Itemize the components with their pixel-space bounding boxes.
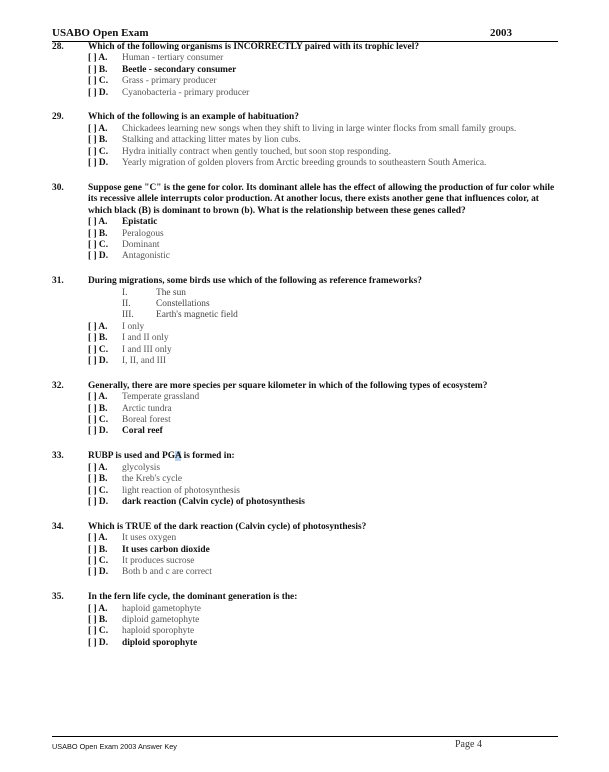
text-selection-highlight[interactable]: A — [175, 451, 182, 462]
option-a[interactable] — [52, 463, 558, 474]
question-number: 33. — [52, 451, 64, 462]
question-28 — [52, 42, 558, 99]
option-text: the Kreb's cycle — [122, 474, 182, 485]
roman-numeral: II. — [122, 299, 131, 310]
roman-text: The sun — [156, 287, 186, 298]
option-text: Stalking and attacking litter mates by lion cubs. — [122, 135, 301, 146]
roman-item — [52, 299, 558, 310]
exam-title: USABO Open Exam — [52, 27, 149, 39]
option-text: Boreal forest — [122, 415, 171, 426]
option-text: I, II, and III — [122, 355, 166, 366]
option-b-correct[interactable] — [52, 545, 558, 556]
option-text: I only — [122, 321, 145, 332]
question-text-part: is formed in: — [181, 451, 235, 462]
option-text: Both b and c are correct — [122, 567, 212, 578]
option-checkbox[interactable]: [ ] D. — [88, 637, 109, 648]
option-b[interactable] — [52, 333, 558, 344]
question-text: During migrations, some birds use which of the following as reference frameworks? — [88, 276, 422, 287]
option-c[interactable] — [52, 486, 558, 497]
option-text: Hydra initially contract when gently touched, but soon stop responding. — [122, 146, 391, 157]
option-text: It uses carbon dioxide — [122, 544, 210, 555]
question-text[interactable] — [88, 451, 558, 462]
option-a-correct[interactable] — [52, 217, 558, 228]
question-number: 30. — [52, 182, 64, 193]
footer-title: USABO Open Exam 2003 Answer Key — [52, 742, 177, 751]
option-checkbox[interactable]: [ ] C. — [88, 239, 109, 250]
option-text: haploid gametophyte — [122, 603, 201, 614]
option-d[interactable] — [52, 567, 558, 578]
question-text: Which of the following organisms is INCORRECTLY paired with its trophic level? — [88, 42, 420, 52]
option-a[interactable] — [52, 53, 558, 64]
option-c[interactable] — [52, 415, 558, 426]
option-checkbox[interactable]: [ ] A. — [88, 321, 108, 332]
question-35 — [52, 592, 558, 649]
question-number: 28. — [52, 42, 64, 52]
option-checkbox[interactable]: [ ] C. — [88, 415, 109, 426]
option-c[interactable] — [52, 556, 558, 567]
question-30 — [52, 183, 558, 263]
question-text: Which of the following is an example of habituation? — [88, 112, 299, 123]
option-text: Beetle - secondary consumer — [122, 64, 237, 75]
option-checkbox[interactable]: [ ] B. — [88, 474, 108, 485]
option-text: Epistatic — [122, 217, 158, 228]
option-b[interactable] — [52, 474, 558, 485]
option-checkbox[interactable]: [ ] C. — [88, 76, 109, 87]
option-text: dark reaction (Calvin cycle) of photosynthesis — [122, 496, 305, 507]
option-checkbox[interactable]: [ ] B. — [88, 544, 108, 555]
option-checkbox[interactable]: [ ] D. — [88, 567, 109, 578]
option-checkbox[interactable]: [ ] A. — [88, 533, 108, 544]
page-footer — [52, 736, 558, 751]
option-text: I and II only — [122, 333, 169, 344]
question-31 — [52, 276, 558, 367]
option-text: Human - tertiary consumer — [122, 53, 224, 64]
option-b[interactable] — [52, 135, 558, 146]
option-c[interactable] — [52, 76, 558, 87]
exam-year: 2003 — [490, 27, 512, 39]
roman-item — [52, 288, 558, 299]
option-text: diploid gametophyte — [122, 615, 200, 626]
question-text: Which is TRUE of the dark reaction (Calvin cycle) of photosynthesis? — [88, 521, 367, 532]
page-header — [52, 27, 558, 42]
option-text: Arctic tundra — [122, 403, 172, 414]
option-checkbox[interactable]: [ ] D. — [88, 251, 109, 262]
option-checkbox[interactable]: [ ] A. — [88, 392, 108, 403]
roman-numeral: I. — [122, 287, 128, 298]
option-text: Dominant — [122, 239, 160, 250]
option-checkbox[interactable]: [ ] D. — [88, 158, 109, 169]
roman-text: Constellations — [156, 299, 210, 310]
option-checkbox[interactable]: [ ] A. — [88, 123, 108, 134]
option-text: Yearly migration of golden plovers from Arctic breeding grounds to southeastern South America. — [122, 158, 487, 169]
roman-text: Earth's magnetic field — [156, 310, 238, 321]
option-checkbox[interactable]: [ ] C. — [88, 485, 109, 496]
option-d[interactable] — [52, 158, 558, 169]
option-text: haploid sporophyte — [122, 626, 195, 637]
option-a[interactable] — [52, 533, 558, 544]
questions-list — [52, 42, 558, 663]
option-checkbox[interactable]: [ ] C. — [88, 555, 109, 566]
option-b[interactable] — [52, 229, 558, 240]
option-text: Grass - primary producer — [122, 76, 217, 87]
question-text: In the fern life cycle, the dominant generation is the: — [88, 592, 298, 603]
option-text: Antagonistic — [122, 251, 170, 262]
roman-numeral: III. — [122, 310, 134, 321]
option-checkbox[interactable]: [ ] B. — [88, 135, 108, 146]
question-number: 31. — [52, 276, 64, 287]
option-d[interactable] — [52, 88, 558, 99]
question-text: Generally, there are more species per square kilometer in which of the following types of ecosystem? — [88, 380, 488, 391]
option-checkbox[interactable]: [ ] B. — [88, 228, 108, 239]
option-b[interactable] — [52, 615, 558, 626]
option-checkbox[interactable]: [ ] D. — [88, 355, 109, 366]
option-d[interactable] — [52, 356, 558, 367]
option-text: It uses oxygen — [122, 533, 177, 544]
option-checkbox[interactable]: [ ] B. — [88, 615, 108, 626]
option-c[interactable] — [52, 147, 558, 158]
option-checkbox[interactable]: [ ] C. — [88, 146, 109, 157]
option-a[interactable] — [52, 124, 558, 135]
option-checkbox[interactable]: [ ] A. — [88, 462, 108, 473]
question-33 — [52, 451, 558, 508]
option-text: diploid sporophyte — [122, 637, 198, 648]
option-a[interactable] — [52, 392, 558, 403]
option-text: Cyanobacteria - primary producer — [122, 87, 250, 98]
option-checkbox[interactable]: [ ] C. — [88, 626, 109, 637]
option-checkbox[interactable]: [ ] B. — [88, 403, 108, 414]
option-checkbox[interactable]: [ ] B. — [88, 333, 108, 344]
option-text: Coral reef — [122, 426, 163, 437]
option-b-correct[interactable] — [52, 65, 558, 76]
option-text: light reaction of photosynthesis — [122, 485, 240, 496]
option-checkbox[interactable]: [ ] C. — [88, 344, 109, 355]
option-checkbox[interactable]: [ ] B. — [88, 64, 108, 75]
option-checkbox[interactable]: [ ] A. — [88, 603, 108, 614]
option-b[interactable] — [52, 404, 558, 415]
option-d-correct[interactable] — [52, 426, 558, 437]
question-34 — [52, 522, 558, 579]
question-text-part: RUBP is used and PG — [88, 451, 176, 462]
option-c[interactable] — [52, 240, 558, 251]
option-c[interactable] — [52, 626, 558, 637]
option-d[interactable] — [52, 251, 558, 262]
option-checkbox[interactable]: [ ] D. — [88, 87, 109, 98]
option-c[interactable] — [52, 345, 558, 356]
option-a[interactable] — [52, 604, 558, 615]
page-number: Page 4 — [455, 739, 482, 750]
option-text: I and III only — [122, 344, 172, 355]
option-text: glycolysis — [122, 462, 161, 473]
question-32 — [52, 381, 558, 438]
option-text: Peralogous — [122, 228, 164, 239]
option-a[interactable] — [52, 322, 558, 333]
option-checkbox[interactable]: [ ] A. — [88, 217, 108, 228]
roman-item — [52, 310, 558, 321]
question-number: 34. — [52, 521, 64, 532]
option-text: Chickadees learning new songs when they shift to living in large winter flocks from small family groups. — [122, 123, 517, 134]
question-number: 32. — [52, 380, 64, 391]
option-checkbox[interactable]: [ ] D. — [88, 496, 109, 507]
option-d-correct[interactable] — [52, 497, 558, 508]
option-d-correct[interactable] — [52, 638, 558, 649]
question-text: Suppose gene "C" is the gene for color. Its dominant allele has the effect of allowing the production of fur color while its recessive allele interrupts color production. At another locus, there exists another gene that influences color, at which black (B) is dominant to brown (b). What is the relationship between these genes called? — [88, 182, 555, 216]
question-29 — [52, 112, 558, 169]
option-text: It produces sucrose — [122, 555, 195, 566]
option-checkbox[interactable]: [ ] D. — [88, 426, 109, 437]
question-number: 29. — [52, 112, 64, 123]
question-number: 35. — [52, 592, 64, 603]
option-text: Temperate grassland — [122, 392, 200, 403]
option-checkbox[interactable]: [ ] A. — [88, 53, 108, 64]
